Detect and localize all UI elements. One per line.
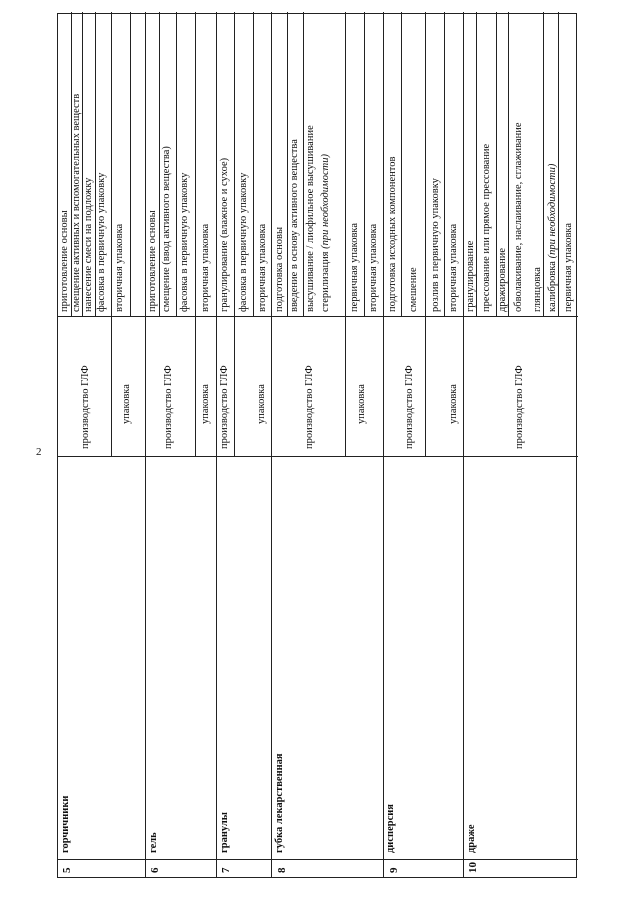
operation: смещение (ввод активного вещества) [161, 146, 172, 312]
operation: вторичная упаковка [448, 223, 459, 312]
operation: гранулирование [465, 240, 476, 312]
pack-label: упаковка [121, 384, 132, 424]
row-number: 8 [276, 867, 288, 873]
dosage-form: губка лекарственная [274, 753, 285, 853]
dosage-form: драже [466, 824, 477, 853]
operation: фасовка в первичную упаковку [179, 172, 190, 312]
operation: стерилизация (при необходимости) [320, 154, 331, 312]
operation: прессование или прямое прессование [481, 143, 492, 312]
pack-label: упаковка [200, 384, 211, 424]
stage-label: производство ГЛФ [514, 365, 525, 449]
operation: глянцовка [532, 267, 543, 312]
operation: вторичная упаковка [368, 223, 379, 312]
pack-label: упаковка [356, 384, 367, 424]
operation: введение в основу активного вещества [289, 139, 300, 312]
row-number: 7 [220, 867, 232, 873]
dosage-form: дисперсия [385, 804, 396, 853]
data-table [57, 13, 577, 878]
row-number: 9 [388, 867, 400, 873]
operation: розлив в первичную упаковку [430, 178, 441, 312]
pack-label: упаковка [256, 384, 267, 424]
row-number: 10 [467, 862, 479, 873]
operation: приготовление основы [59, 210, 70, 312]
operation: первичная упаковка [563, 222, 574, 312]
stage-label: производство ГЛФ [304, 365, 315, 449]
operation: подготовка основы [274, 226, 285, 312]
stage-label: производство ГЛФ [404, 365, 415, 449]
pack-label: упаковка [448, 384, 459, 424]
row-number: 6 [149, 867, 161, 873]
operation: смешение [408, 267, 419, 312]
dosage-form: гранулы [219, 812, 230, 853]
stage-label: производство ГЛФ [219, 365, 230, 449]
stage-label: производство ГЛФ [80, 365, 91, 449]
operation: фасовка в первичную упаковку [96, 172, 107, 312]
operation: дражирование [497, 247, 508, 312]
operation: подготовка исходных компонентов [387, 156, 398, 312]
operation: фасовка в первичную упаковку [238, 172, 249, 312]
operation: смещение активных и вспомогательных веществ [71, 93, 82, 312]
operation: гранулирование (влажное и сухое) [219, 157, 230, 312]
stage-label: производство ГЛФ [163, 365, 174, 449]
dosage-form: гель [148, 832, 159, 853]
operation: вторичная упаковка [200, 223, 211, 312]
operation: нанесение смеси на подложку [83, 177, 94, 312]
operation: вторичная упаковка [257, 223, 268, 312]
operation: обволакивание, наслаивание, сглаживание [513, 122, 524, 312]
operation: высушивание / лиофильное высушивание [305, 125, 316, 312]
operation: вторичная упаковка [114, 223, 125, 312]
operation: калибровка (при необходимости) [547, 163, 558, 312]
dosage-form: горчичники [60, 795, 71, 853]
operation: первичная упаковка [349, 222, 360, 312]
row-number: 5 [61, 867, 73, 873]
page-number: 2 [36, 446, 42, 458]
operation: приготовление основы [147, 210, 158, 312]
